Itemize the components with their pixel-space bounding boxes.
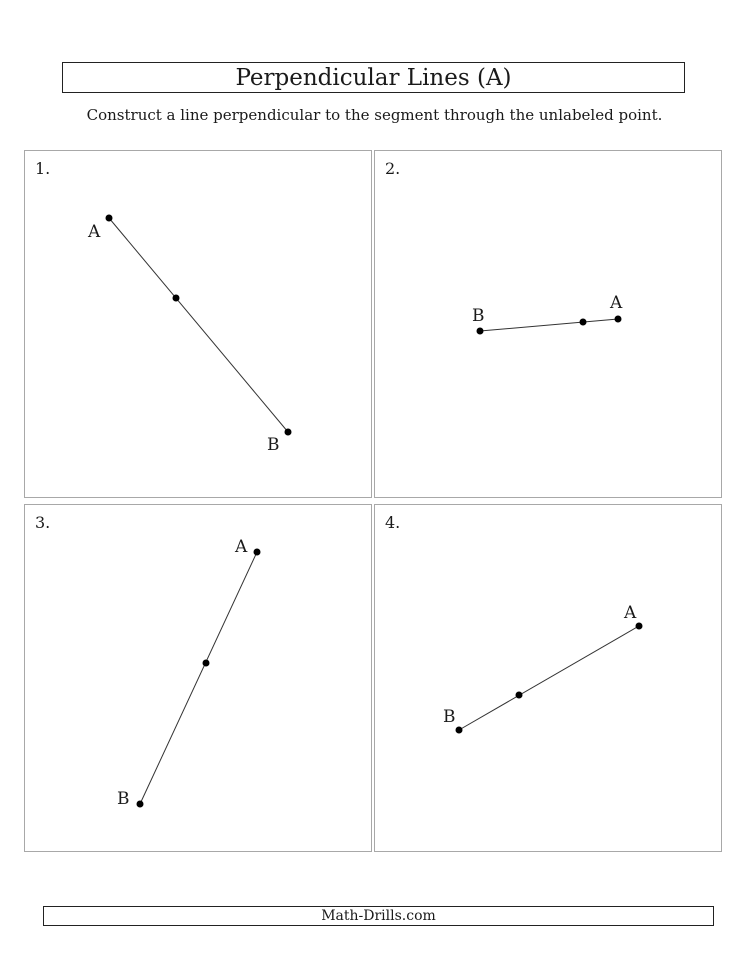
problem-4-panel bbox=[374, 504, 722, 852]
point-b bbox=[285, 429, 292, 436]
worksheet-title bbox=[62, 62, 685, 93]
unlabeled-point bbox=[173, 295, 180, 302]
problem-3-number: 3. bbox=[35, 513, 51, 532]
point-a bbox=[254, 549, 261, 556]
unlabeled-point bbox=[580, 319, 587, 326]
point-a bbox=[636, 623, 643, 630]
segment-line bbox=[109, 218, 288, 432]
problem-4-number: 4. bbox=[385, 513, 401, 532]
label-a: A bbox=[624, 603, 637, 623]
point-a bbox=[615, 316, 622, 323]
problem-1-panel bbox=[24, 150, 372, 498]
label-b: B bbox=[267, 435, 280, 455]
label-b: B bbox=[117, 789, 130, 809]
segment-line bbox=[140, 552, 257, 804]
point-a bbox=[106, 215, 113, 222]
problem-1-figure bbox=[25, 151, 373, 499]
problem-2-number: 2. bbox=[385, 159, 401, 178]
problem-4-figure bbox=[375, 505, 723, 853]
instructions-text: Construct a line perpendicular to the segment through the unlabeled point. bbox=[86, 106, 663, 124]
point-b bbox=[137, 801, 144, 808]
label-a: A bbox=[88, 222, 101, 242]
label-a: A bbox=[235, 537, 248, 557]
title-text: Perpendicular Lines (A) bbox=[235, 64, 512, 91]
problem-3-panel bbox=[24, 504, 372, 852]
point-b bbox=[456, 727, 463, 734]
segment-line bbox=[459, 626, 639, 730]
footer-text: Math-Drills.com bbox=[321, 908, 436, 924]
problem-2-panel bbox=[374, 150, 722, 498]
point-b bbox=[477, 328, 484, 335]
problem-2-figure bbox=[375, 151, 723, 499]
unlabeled-point bbox=[203, 660, 210, 667]
problem-3-figure bbox=[25, 505, 373, 853]
unlabeled-point bbox=[516, 692, 523, 699]
problem-1-number: 1. bbox=[35, 159, 51, 178]
label-b: B bbox=[472, 306, 485, 326]
label-b: B bbox=[443, 707, 456, 727]
label-a: A bbox=[610, 293, 623, 313]
footer bbox=[43, 906, 714, 926]
segment-line bbox=[480, 319, 618, 331]
